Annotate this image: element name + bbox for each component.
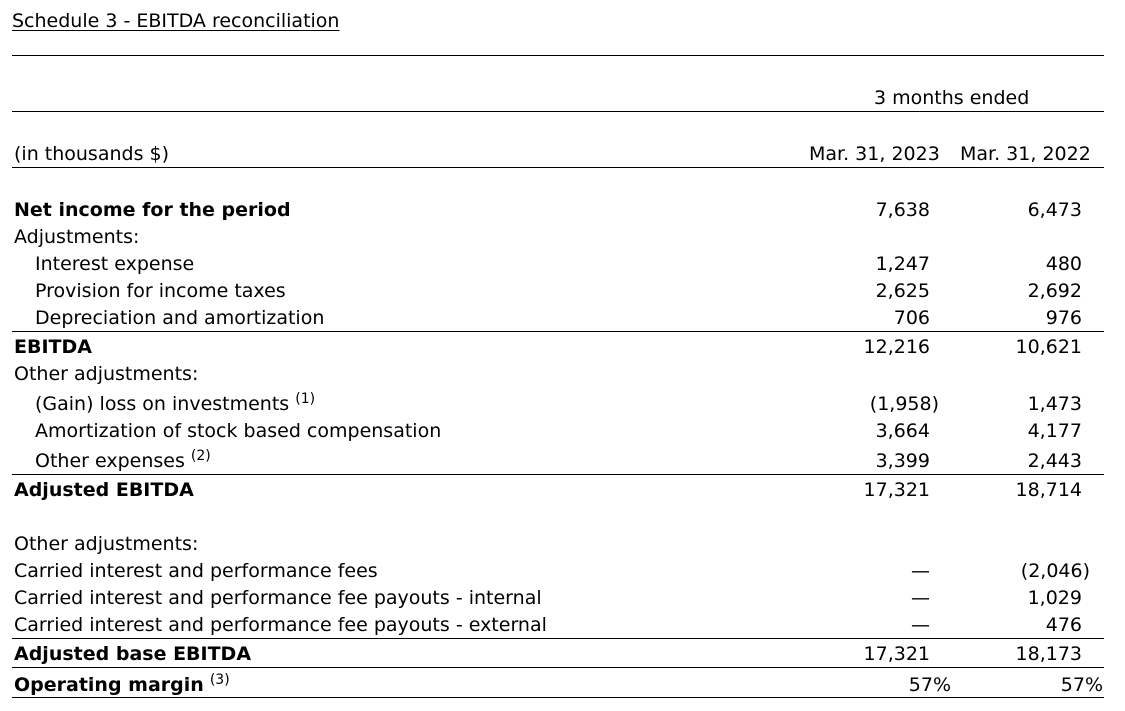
row-value-stock-comp-2023: 3,664: [875, 420, 930, 442]
row-value-ebitda-2022: 10,621: [1015, 336, 1082, 358]
row-label-gain-loss: (Gain) loss on investments: [35, 393, 290, 415]
row-operating-margin: [14, 674, 230, 696]
row-value-gain-loss-2022: 1,473: [1027, 393, 1082, 415]
row-value-carried-2022: (2,046): [1020, 560, 1090, 582]
row-value-adjusted-base-2022: 18,173: [1015, 643, 1082, 665]
row-label-other-expenses: Other expenses: [35, 450, 185, 472]
col1-header: Mar. 31, 2023: [809, 143, 940, 165]
rule-bottom: [12, 697, 1104, 698]
rule-period: [12, 111, 1104, 112]
row-value-interest-2022: 480: [1045, 253, 1082, 275]
row-value-payout-internal-2022: 1,029: [1027, 587, 1082, 609]
row-value-taxes-2022: 2,692: [1027, 280, 1082, 302]
row-value-operating-margin-2023: 57%: [908, 674, 951, 696]
period-header: 3 months ended: [874, 87, 1030, 109]
row-value-payout-external-2023: —: [911, 614, 930, 636]
footnote-ref-2: (2): [190, 448, 211, 464]
row-label-operating-margin: Operating margin: [14, 674, 204, 696]
row-value-stock-comp-2022: 4,177: [1027, 420, 1082, 442]
rule-ebitda: [12, 331, 1104, 332]
document-title: Schedule 3 - EBITDA reconciliation: [12, 10, 340, 32]
row-label-net-income: Net income for the period: [14, 199, 291, 221]
row-value-ebitda-2023: 12,216: [863, 336, 930, 358]
row-value-other-expenses-2023: 3,399: [875, 450, 930, 472]
rule-adjusted-base: [12, 638, 1104, 639]
footnote-ref-3: (3): [209, 672, 230, 688]
row-value-net-income-2023: 7,638: [875, 199, 930, 221]
row-value-gain-loss-2023: (1,958): [869, 393, 939, 415]
units-label: (in thousands $): [14, 143, 170, 165]
row-label-taxes: Provision for income taxes: [35, 280, 286, 302]
row-value-taxes-2023: 2,625: [875, 280, 930, 302]
row-label-other-adjustments-2: Other adjustments:: [14, 533, 199, 555]
row-label-adjusted-ebitda: Adjusted EBITDA: [14, 479, 194, 501]
row-label-ebitda: EBITDA: [14, 336, 92, 358]
row-label-stock-comp: Amortization of stock based compensation: [35, 420, 442, 442]
row-value-interest-2023: 1,247: [875, 253, 930, 275]
row-value-adjusted-ebitda-2022: 18,714: [1015, 479, 1082, 501]
row-label-interest: Interest expense: [35, 253, 195, 275]
row-value-operating-margin-2022: 57%: [1060, 674, 1103, 696]
row-value-carried-2023: —: [911, 560, 930, 582]
row-label-adjustments: Adjustments:: [14, 226, 140, 248]
rule-top: [12, 55, 1104, 56]
rule-adjusted-ebitda: [12, 474, 1104, 475]
row-value-payout-internal-2023: —: [911, 587, 930, 609]
row-value-payout-external-2022: 476: [1045, 614, 1082, 636]
row-value-adjusted-base-2023: 17,321: [863, 643, 930, 665]
row-label-other-adjustments: Other adjustments:: [14, 363, 199, 385]
row-label-carried: Carried interest and performance fees: [14, 560, 378, 582]
col2-header: Mar. 31, 2022: [960, 143, 1091, 165]
row-label-payout-external: Carried interest and performance fee payouts - external: [14, 614, 547, 636]
row-label-adjusted-base-ebitda: Adjusted base EBITDA: [14, 643, 252, 665]
row-label-payout-internal: Carried interest and performance fee payouts - internal: [14, 587, 542, 609]
row-value-net-income-2022: 6,473: [1027, 199, 1082, 221]
footnote-ref-1: (1): [295, 391, 316, 407]
row-value-other-expenses-2022: 2,443: [1027, 450, 1082, 472]
row-value-adjusted-ebitda-2023: 17,321: [863, 479, 930, 501]
rule-header: [12, 167, 1104, 168]
row-value-depreciation-2023: 706: [893, 307, 930, 329]
row-gain-loss: [35, 393, 315, 415]
rule-operating-margin: [12, 667, 1104, 668]
row-label-depreciation: Depreciation and amortization: [35, 307, 325, 329]
row-other-expenses: [35, 450, 211, 472]
row-value-depreciation-2022: 976: [1045, 307, 1082, 329]
